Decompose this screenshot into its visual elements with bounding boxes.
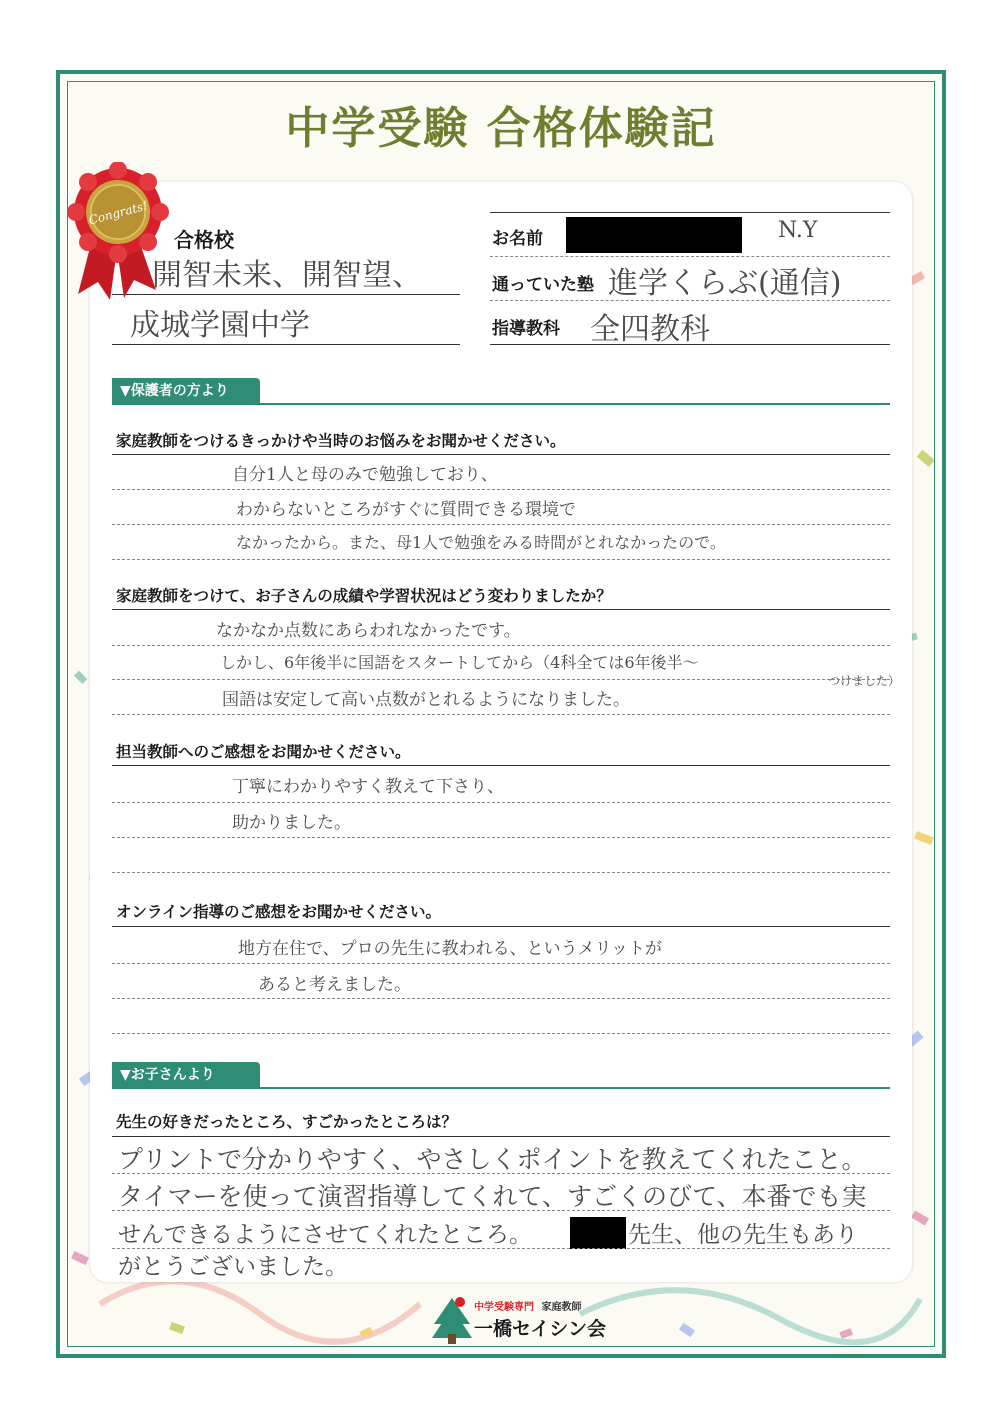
school-underline-2 — [112, 344, 460, 345]
answer-2-line-1: なかなか点数にあらわれなかったです。 — [216, 621, 521, 641]
a5-dline-2 — [112, 1210, 890, 1211]
a2-dline-2 — [112, 679, 890, 680]
juku-underline — [490, 300, 890, 301]
answer-5-line-3: せんできるようにさせてくれたところ。 — [118, 1222, 532, 1248]
parent-section-rule — [112, 403, 890, 405]
footer-tagline-2: 家庭教師 — [541, 1302, 582, 1313]
subject-label: 指導教科 — [492, 319, 560, 339]
a4-dline-3 — [112, 1033, 890, 1034]
answer-3-line-2: 助かりました。 — [232, 813, 351, 833]
q1-rule — [112, 454, 890, 455]
q2-rule — [112, 609, 890, 610]
child-section-tag: ▼お子さんより — [112, 1062, 260, 1088]
badge-text: Congrats! — [87, 198, 150, 228]
congrats-badge — [64, 162, 174, 302]
subject-underline — [490, 344, 890, 345]
footer-logo — [430, 1292, 630, 1352]
a3-dline-2 — [112, 837, 890, 838]
a5-dline-1 — [112, 1173, 890, 1174]
name-redaction — [566, 217, 742, 253]
footer-brand: 一橋セイシン会 — [474, 1318, 606, 1340]
a3-dline-3 — [112, 872, 890, 873]
answer-2-line-3: 国語は安定して高い点数がとれるようになりました。 — [222, 690, 630, 710]
juku-value: 進学くらぶ(通信) — [608, 266, 842, 301]
answer-5-line-3-tail: 先生、他の先生もあり — [628, 1222, 858, 1248]
a4-dline-1 — [112, 963, 890, 964]
teacher-name-redaction — [570, 1217, 626, 1249]
a2-dline-3 — [112, 714, 890, 715]
answer-1-line-3: なかったから。また、母1人で勉強をみる時間がとれなかったので。 — [236, 533, 726, 552]
footer-tagline: 中学受験専門 — [474, 1302, 534, 1313]
content-card — [90, 182, 912, 1282]
tree-logo-icon — [430, 1294, 474, 1344]
question-2: 家庭教師をつけて、お子さんの成績や学習状況はどう変わりましたか？ — [116, 587, 612, 605]
a1-dline-2 — [112, 524, 890, 525]
juku-label: 通っていた塾 — [492, 275, 594, 295]
question-3: 担当教師へのご感想をお聞かせください。 — [116, 743, 411, 761]
a3-dline-1 — [112, 802, 890, 803]
a4-dline-2 — [112, 998, 890, 999]
a1-dline-3 — [112, 559, 890, 560]
answer-2-line-2: しかし、6年後半に国語をスタートしてから（4科全ては6年後半～ — [220, 653, 699, 672]
answer-5-line-4: がとうございました。 — [118, 1254, 348, 1280]
page-frame — [56, 70, 946, 1358]
answer-1-line-2: わからないところがすぐに質問できる環境で — [236, 500, 576, 520]
child-section-rule — [112, 1087, 890, 1089]
name-value: N.Y — [778, 218, 818, 243]
answer-2-note: つけました） — [828, 674, 901, 688]
parent-section-tag: ▼保護者の方より — [112, 378, 260, 404]
school-value-line2: 成城学園中学 — [130, 308, 310, 343]
q4-rule — [112, 926, 890, 927]
a1-dline-1 — [112, 489, 890, 490]
question-1: 家庭教師をつけるきっかけや当時のお悩みをお聞かせください。 — [116, 432, 566, 450]
answer-5-line-1: プリントで分かりやすく、やさしくポイントを教えてくれたこと。 — [118, 1145, 867, 1174]
a2-dline-1 — [112, 645, 890, 646]
answer-4-line-1: 地方在住で、プロの先生に教われる、というメリットが — [238, 939, 662, 959]
page-title: 中学受験 合格体験記 — [285, 103, 717, 154]
answer-5-line-2: タイマーを使って演習指導してくれて、すごくのびて、本番でも実 — [118, 1182, 867, 1211]
q5-rule — [112, 1136, 890, 1137]
subject-value: 全四教科 — [590, 312, 710, 347]
answer-4-line-2: あると考えました。 — [258, 975, 411, 995]
answer-3-line-1: 丁寧にわかりやすく教えて下さり、 — [232, 777, 504, 797]
answer-1-line-1: 自分1人と母のみで勉強しており、 — [232, 465, 498, 485]
school-label: 合格校 — [174, 228, 234, 252]
name-topline — [490, 212, 890, 213]
school-value-line1: 開智未来、開智望、 — [152, 258, 422, 293]
name-underline — [490, 256, 890, 257]
question-5: 先生の好きだったところ、すごかったところは？ — [116, 1113, 458, 1131]
question-4: オンライン指導のご感想をお聞かせください。 — [116, 903, 442, 921]
q3-rule — [112, 765, 890, 766]
name-label: お名前 — [492, 229, 543, 249]
